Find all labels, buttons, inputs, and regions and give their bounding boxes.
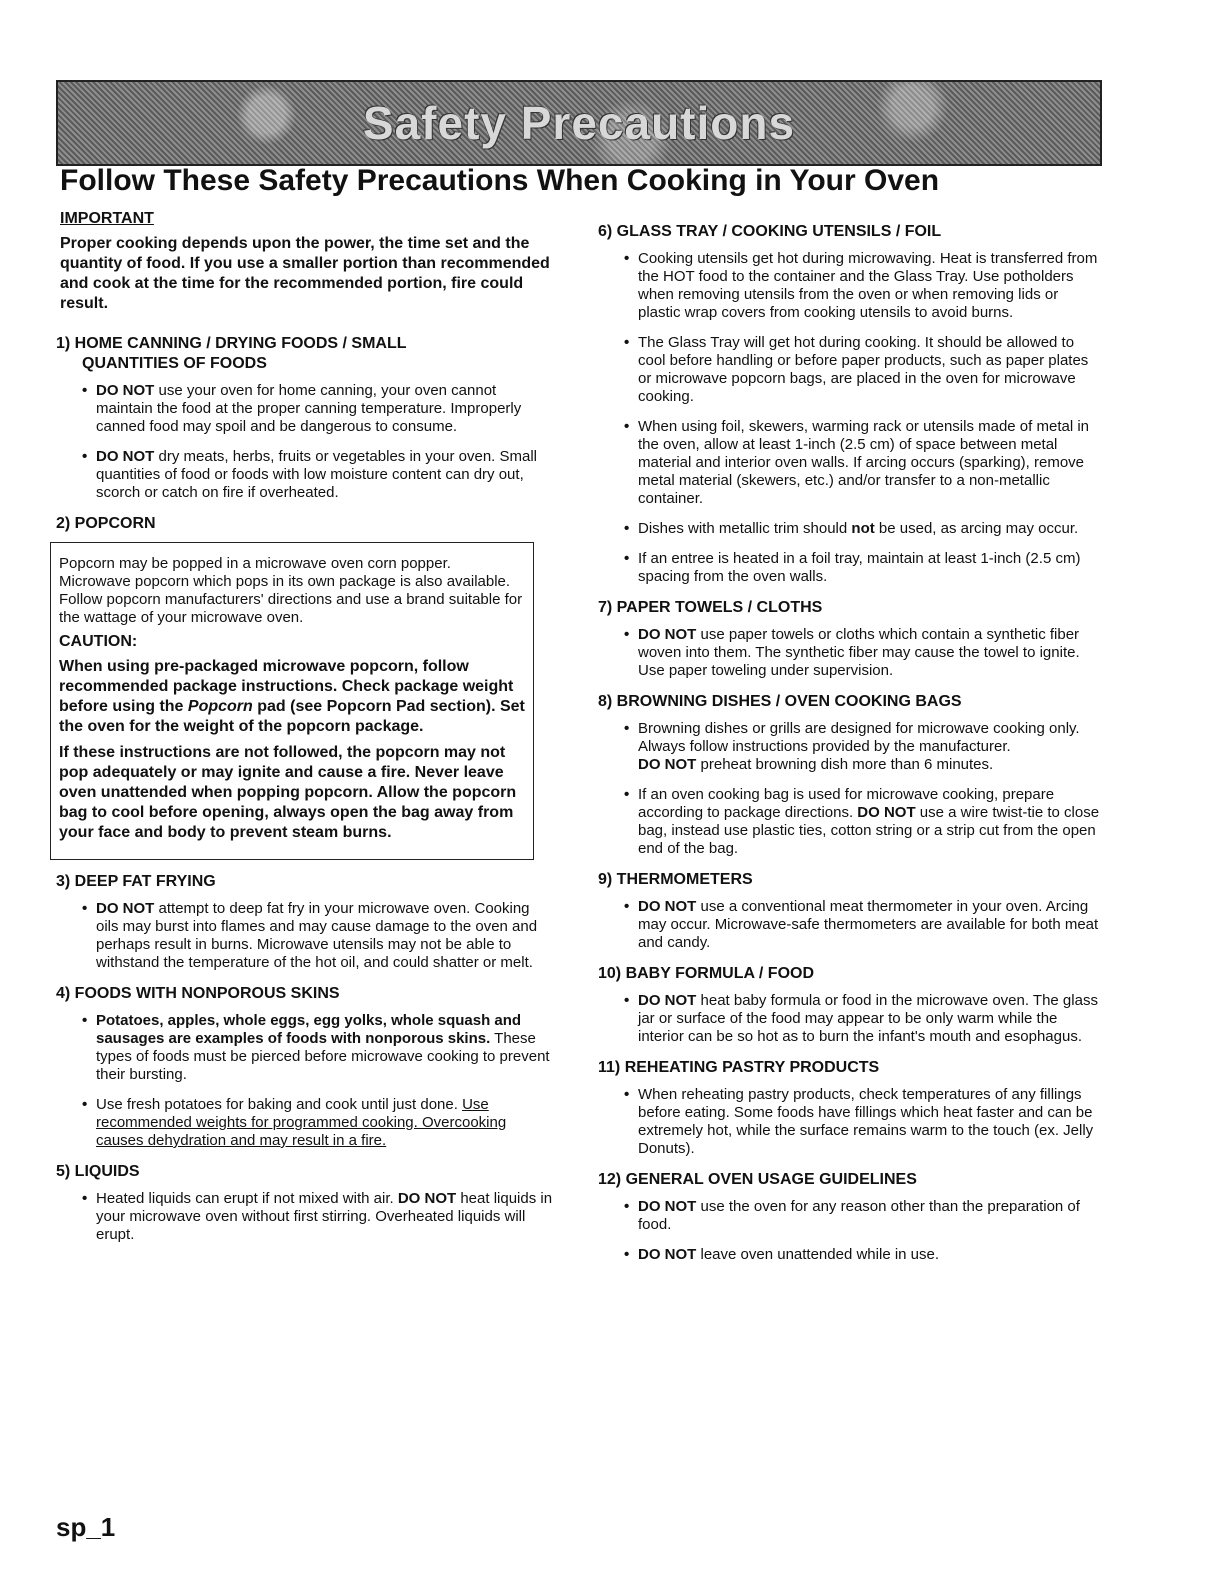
list-item: • DO NOT attempt to deep fat fry in your microwave oven. Cooking oils may burst into flames and may cause damage to the oven and perhaps result in burns. Microwave utensils may not be able to withstand the temperature of the hot oil, and could shatter or melt. (84, 900, 556, 972)
list-item: • Cooking utensils get hot during microwaving. Heat is transferred from the HOT food to the container and the Glass Tray. Use potholders when removing utensils from the oven or when removing lids or plastic wrap covers from cooking utensils to avoid burns. (626, 250, 1104, 322)
list-item: • DO NOT use the oven for any reason other than the preparation of food. (626, 1198, 1104, 1234)
list-item: • DO NOT dry meats, herbs, fruits or vegetables in your oven. Small quantities of food or foods with low moisture content can dry out, scorch or catch on fire if overheated. (84, 448, 556, 502)
section-thermometers (598, 870, 1104, 952)
section-heading: 5) LIQUIDS (56, 1163, 140, 1180)
section-general-usage (598, 1170, 1104, 1264)
section-baby-formula (598, 964, 1104, 1046)
list-item: • Potatoes, apples, whole eggs, egg yolks, whole squash and sausages are examples of foods with nonporous skins. These types of foods must be pierced before microwave cooking to prevent their bursting. (84, 1012, 556, 1084)
caution-label: CAUTION: (59, 633, 138, 650)
section-glass-tray (598, 222, 1104, 586)
list-item: • Dishes with metallic trim should not be used, as arcing may occur. (626, 520, 1104, 538)
section-heading: 6) GLASS TRAY / COOKING UTENSILS / FOIL (598, 223, 942, 240)
section-heading: 3) DEEP FAT FRYING (56, 873, 216, 890)
list-item: • When reheating pastry products, check temperatures of any fillings before eating. Some foods have fillings which heat faster and can be extremely hot, while the surface remains warm to the touch (ex. Jelly Donuts). (626, 1086, 1104, 1158)
list-item: • Use fresh potatoes for baking and cook until just done. Use recommended weights for programmed cooking. Overcooking causes dehydration and may result in a fire. (84, 1096, 556, 1150)
list-item: • When using foil, skewers, warming rack or utensils made of metal in the oven, allow at least 1-inch (2.5 cm) of space between metal material and interior oven walls. If arcing occurs (sparking), remove metal material (skewers, etc.) and/or transfer to a non-metallic container. (626, 418, 1104, 508)
important-label: IMPORTANT (60, 210, 154, 227)
section-home-canning (56, 334, 556, 502)
banner-title: Safety Precautions (362, 97, 796, 149)
caution-warning: If these instructions are not followed, the popcorn may not pop adequately or may ignite and cause a fire. Never leave oven unattended when popping popcorn. Allow the popcorn bag to cool before opening, always open the bag away from your face and body to prevent steam burns. (59, 744, 517, 841)
section-banner (56, 80, 1102, 166)
important-text: Proper cooking depends upon the power, the time set and the quantity of food. If you use a smaller portion than recommended and cook at the time for the recommended portion, fire could result. (60, 235, 550, 312)
list-item: • DO NOT leave oven unattended while in use. (626, 1246, 1104, 1264)
section-heading: 8) BROWNING DISHES / OVEN COOKING BAGS (598, 693, 962, 710)
section-heading: 2) POPCORN (56, 515, 156, 532)
section-heading: 9) THERMOMETERS (598, 871, 753, 888)
section-popcorn (56, 514, 556, 860)
heading-line-1: 1) HOME CANNING / DRYING FOODS / SMALL (56, 335, 407, 352)
list-item: • The Glass Tray will get hot during cooking. It should be allowed to cool before handling or before paper products, such as paper plates or microwave popcorn bags, are placed in the oven for microwave cooking. (626, 334, 1104, 406)
page-number: sp_1 (56, 1512, 116, 1542)
list-item: • DO NOT use paper towels or cloths which contain a synthetic fiber woven into them. The synthetic fiber may cause the towel to ignite. Use paper toweling under supervision. (626, 626, 1104, 680)
section-browning-dishes (598, 692, 1104, 858)
section-nonporous-skins (56, 984, 556, 1150)
section-paper-towels (598, 598, 1104, 680)
section-heading (56, 334, 556, 374)
heading-line-2: QUANTITIES OF FOODS (82, 355, 267, 372)
list-item: • DO NOT use your oven for home canning, your oven cannot maintain the food at the proper canning temperature. Improperly canned food may spoil and be dangerous to consume. (84, 382, 556, 436)
popcorn-caution-box (50, 542, 534, 860)
list-item: • DO NOT heat baby formula or food in the microwave oven. The glass jar or surface of the food may appear to be only warm while the interior can be so hot as to burn the infant's mouth and esophagus. (626, 992, 1104, 1046)
section-heading: 7) PAPER TOWELS / CLOTHS (598, 599, 823, 616)
list-item: • Heated liquids can erupt if not mixed with air. DO NOT heat liquids in your microwave oven without first stirring. Overheated liquids will erupt. (84, 1190, 556, 1244)
list-item: • If an entree is heated in a foil tray, maintain at least 1-inch (2.5 cm) spacing from the oven walls. (626, 550, 1104, 586)
section-heading: 4) FOODS WITH NONPOROUS SKINS (56, 985, 340, 1002)
section-heading: 11) REHEATING PASTRY PRODUCTS (598, 1059, 880, 1076)
list-item: • If an oven cooking bag is used for microwave cooking, prepare according to package directions. DO NOT use a wire twist-tie to close bag, instead use plastic ties, cotton string or a strip cut from the open end of the bag. (626, 786, 1104, 858)
list-item: • DO NOT use a conventional meat thermometer in your oven. Arcing may occur. Microwave-safe thermometers are available for both meat and candy. (626, 898, 1104, 952)
section-deep-fat-frying (56, 872, 556, 972)
section-liquids (56, 1162, 556, 1244)
page-title: Follow These Safety Precautions When Cooking in Your Oven (60, 164, 940, 197)
right-column (598, 222, 1104, 1276)
section-heading: 12) GENERAL OVEN USAGE GUIDELINES (598, 1171, 917, 1188)
popcorn-paragraph: Popcorn may be popped in a microwave oven corn popper. Microwave popcorn which pops in its own package is also available. Follow popcorn manufacturers' directions and use a brand suitable for the wattage of your microwave oven. (59, 555, 523, 626)
section-pastry-products (598, 1058, 1104, 1158)
caution-paragraph: When using pre-packaged microwave popcorn, follow recommended package instructions. Check package weight before using the Popcorn pad (see Popcorn Pad section). Set the oven for the weight of the popcorn package. (59, 658, 525, 735)
section-heading: 10) BABY FORMULA / FOOD (598, 965, 815, 982)
list-item: • Browning dishes or grills are designed for microwave cooking only. Always follow instructions provided by the manufacturer. DO NOT preheat browning dish more than 6 minutes. (626, 720, 1104, 774)
left-column (56, 210, 556, 1256)
